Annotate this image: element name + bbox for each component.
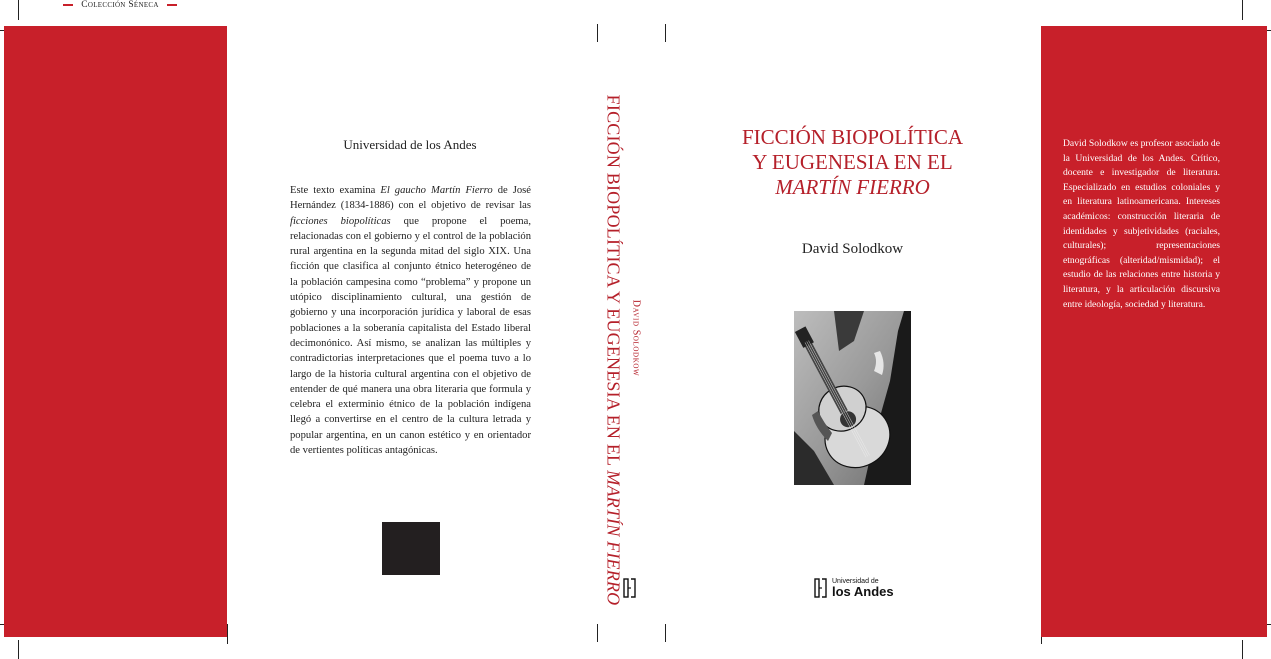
front-flap-red	[1041, 26, 1267, 637]
author-bio: David Solodkow es profesor asociado de la Universidad de los Andes. Crítico, docente e investigador de literatura. Especializado en estudios coloniales y en literatura latinoamericana. Intereses académicos: construcción literaria de identidades y subjetividades (raciales, culturales); representaciones etnográficas (alteridad/mismidad); el estudio de las relaciones entre historia y literatura, y la articulación discursiva entre ideología, sociedad y literatura.	[1063, 138, 1220, 310]
barcode-placeholder	[382, 522, 440, 575]
spine-logo-icon	[623, 577, 637, 599]
university-logo-icon	[814, 577, 828, 599]
crop-mark	[18, 0, 19, 20]
spine-author: David Solodkow	[630, 299, 642, 377]
crop-mark	[1242, 0, 1243, 20]
crop-mark	[665, 624, 666, 642]
front-title-line3: MARTÍN FIERRO	[775, 175, 930, 199]
crop-mark	[1242, 640, 1243, 659]
crop-mark	[227, 624, 228, 644]
blurb-italic-term: ficciones biopolíticas	[290, 215, 391, 227]
university-logo	[814, 577, 894, 599]
front-title-line1: FICCIÓN BIOPOLÍTICA	[741, 125, 964, 149]
logo-small-text: Universidad de	[832, 578, 879, 585]
collection-heading	[0, 0, 240, 10]
spine-title-text: FICCIÓN BIOPOLÍTICA Y EUGENESIA EN EL	[603, 94, 624, 471]
collection-name: Colección Séneca	[81, 0, 159, 10]
dash-right	[167, 4, 177, 6]
logo-wordmark	[832, 578, 894, 598]
back-cover-blurb	[290, 183, 531, 458]
blurb-text: que propone el poema, relacionadas con el gobierno y el control de la población rural argentina en la segunda mitad del siglo XIX. Una ficción que clasifica al conjunto étnico heterogéneo de la población campesina como “problema” y propone un utópico disciplinamiento cultural, una gestión de gobierno y una incorporación jurídica y laboral de esas poblaciones a la soberanía capitalista del Estado liberal decimonónico. Así mismo, se analizan las múltiples y contradictorias interpretaciones que el poema tuvo a lo largo de la historia cultural argentina con el objetivo de entender de qué manera una obra literaria que formula y celebra el exterminio étnico de la población indígena llegó a convertirse en el centro de la cultura letrada y popular argentina, en un canon estético y en orientador de vertientes políticas antagónicas.	[290, 215, 532, 457]
crop-mark	[18, 640, 19, 659]
spine-title	[603, 95, 624, 606]
cover-photo-guitar	[794, 311, 911, 485]
logo-big-text: los Andes	[832, 584, 894, 599]
back-flap-red	[4, 26, 227, 637]
blurb-text: Este texto examina	[290, 185, 381, 196]
front-title	[695, 125, 1010, 200]
front-author: David Solodkow	[801, 241, 904, 257]
crop-mark	[597, 24, 598, 42]
dash-left	[63, 4, 73, 6]
blurb-italic-title: El gaucho Martín Fierro	[380, 185, 493, 196]
guitar-illustration	[794, 311, 911, 485]
crop-mark	[597, 624, 598, 642]
spine-title-italic: MARTÍN FIERRO	[603, 470, 624, 606]
front-title-line2: Y EUGENESIA EN EL	[752, 150, 953, 174]
crop-mark	[665, 24, 666, 42]
blurb-text: de José Hernández (1834-1886) con el objetivo de revisar las	[290, 185, 531, 212]
back-university-name: Universidad de los Andes	[343, 137, 477, 152]
